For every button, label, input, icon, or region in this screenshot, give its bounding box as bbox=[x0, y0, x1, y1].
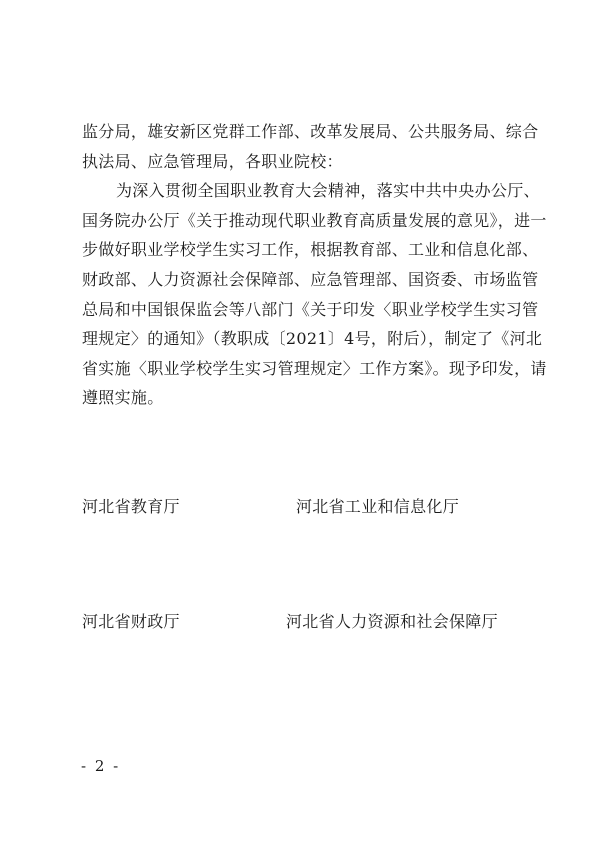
body-line-2: 执法局、应急管理局，各职业院校： bbox=[82, 151, 343, 171]
body-line-6: 财政部、人力资源社会保障部、应急管理部、国资委、市场监管 bbox=[82, 269, 539, 289]
signature-finance-dept: 河北省财政厅 bbox=[82, 612, 180, 631]
signature-education-dept: 河北省教育厅 bbox=[82, 497, 180, 516]
notice-body bbox=[82, 117, 547, 413]
body-line-1: 监分局，雄安新区党群工作部、改革发展局、公共服务局、综合 bbox=[82, 122, 539, 141]
body-line-5: 步做好职业学校学生实习工作，根据教育部、工业和信息化部、 bbox=[82, 240, 539, 260]
signature-hr-social-security-dept: 河北省人力资源和社会保障厅 bbox=[286, 612, 498, 631]
page-number: - 2 - bbox=[81, 757, 121, 775]
body-line-8: 理规定〉的通知》（教职成〔2021〕4号，附后），制定了《河北 bbox=[82, 329, 543, 349]
body-line-10: 遵照实施。 bbox=[82, 388, 164, 408]
body-line-3: 为深入贯彻全国职业教育大会精神，落实中共中央办公厅、 bbox=[116, 181, 540, 201]
body-line-7: 总局和中国银保监会等八部门《关于印发〈职业学校学生实习管 bbox=[82, 299, 539, 319]
body-line-9: 省实施〈职业学校学生实习管理规定〉工作方案》。现予印发，请 bbox=[82, 358, 547, 378]
signature-industry-it-dept: 河北省工业和信息化厅 bbox=[296, 497, 460, 516]
body-line-4: 国务院办公厅《关于推动现代职业教育高质量发展的意见》，进一 bbox=[82, 210, 547, 230]
